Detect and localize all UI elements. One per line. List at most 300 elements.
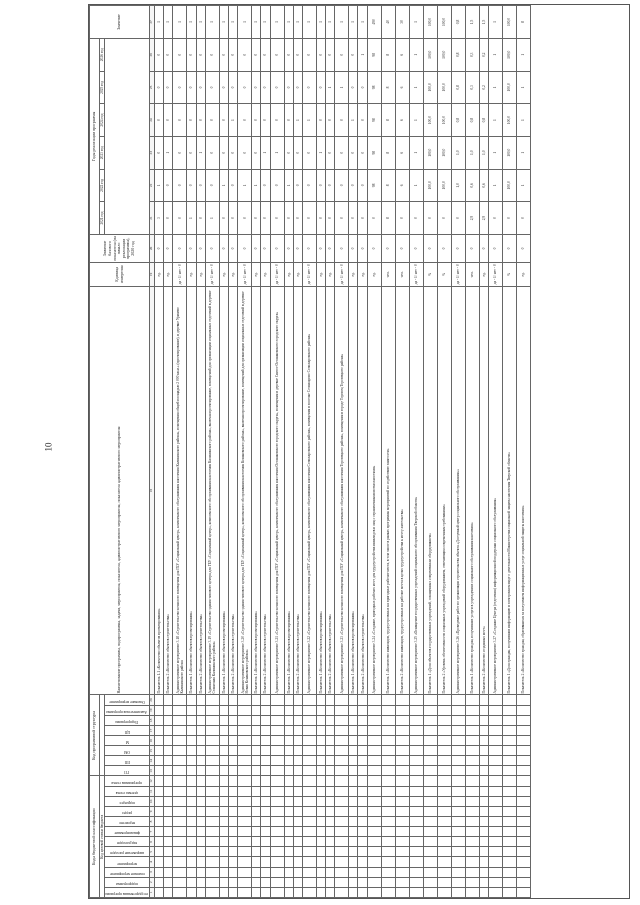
row-year-value-cell: 8 bbox=[381, 38, 395, 71]
code-cell bbox=[465, 776, 479, 786]
row-year-value-cell: 8 bbox=[381, 169, 395, 202]
row-year-value-cell: 0 bbox=[187, 169, 196, 202]
code-cell bbox=[367, 766, 381, 776]
code-cell bbox=[488, 887, 502, 897]
row-base-cell: 0 bbox=[316, 234, 325, 262]
row-year-value-cell: 0 bbox=[164, 71, 173, 104]
table-row bbox=[465, 6, 479, 898]
code-cell bbox=[270, 847, 284, 857]
row-base-cell: 0 bbox=[293, 234, 302, 262]
code-cell bbox=[437, 796, 451, 806]
code-cell bbox=[335, 725, 349, 735]
code-cell bbox=[173, 725, 187, 735]
row-year-value-cell: 1 bbox=[349, 104, 358, 137]
row-unit-cell: чел. bbox=[395, 263, 409, 287]
code-cell bbox=[326, 756, 335, 766]
code-cell bbox=[252, 725, 261, 735]
code-cell bbox=[358, 877, 367, 887]
code-cell bbox=[488, 857, 502, 867]
row-year-value-cell: 0 bbox=[164, 38, 173, 71]
code-cell bbox=[335, 827, 349, 837]
code-cell bbox=[349, 857, 358, 867]
code-cell bbox=[173, 715, 187, 725]
code-cell bbox=[349, 766, 358, 776]
code-cell bbox=[284, 786, 293, 796]
code-cell bbox=[261, 746, 270, 756]
row-year-value-cell: 6 bbox=[395, 38, 409, 71]
row-final-value-cell: 1 bbox=[196, 6, 205, 39]
code-cell bbox=[316, 847, 325, 857]
code-cell bbox=[205, 857, 219, 867]
code-cell bbox=[326, 705, 335, 715]
row-year-value-cell: 100,0 bbox=[502, 136, 516, 169]
program-structure-subcolumn-header bbox=[105, 705, 150, 715]
column-number-cell: 6 bbox=[150, 837, 155, 847]
code-cell bbox=[502, 827, 516, 837]
code-cell bbox=[349, 695, 358, 705]
code-cell bbox=[238, 776, 252, 786]
row-year-value-cell: 0 bbox=[196, 104, 205, 137]
program-structure-subcolumn-label: Аналитическая программа bbox=[106, 709, 148, 714]
row-year-value-cell: 1 bbox=[488, 104, 502, 137]
code-cell bbox=[423, 817, 437, 827]
code-cell bbox=[284, 827, 293, 837]
code-cell bbox=[451, 817, 465, 827]
code-cell bbox=[164, 705, 173, 715]
row-name-cell: Административное мероприятие 3.21 «Строительство нежилого помещения для ГБУ «Социальный центр», комплексного обслуживания населения Осташковского городского округа», помещения в деревне Святое Осташковского городского округа» bbox=[270, 286, 284, 695]
code-cell bbox=[219, 837, 228, 847]
code-cell bbox=[488, 786, 502, 796]
column-number-cell: 26 bbox=[150, 38, 155, 71]
row-year-value-cell: 0 bbox=[293, 136, 302, 169]
code-cell bbox=[261, 806, 270, 816]
code-cell bbox=[196, 695, 205, 705]
code-cell bbox=[173, 736, 187, 746]
code-cell bbox=[502, 796, 516, 806]
row-year-value-cell: 6 bbox=[395, 104, 409, 137]
row-year-value-cell: 98 bbox=[367, 136, 381, 169]
row-name-cell: Показатель 1.1 «Количество объектов проектирования» bbox=[155, 286, 164, 695]
code-cell bbox=[326, 796, 335, 806]
code-cell bbox=[261, 756, 270, 766]
code-cell bbox=[164, 725, 173, 735]
row-final-value-cell: 1 bbox=[187, 6, 196, 39]
code-cell bbox=[238, 877, 252, 887]
program-structure-subcolumn-header bbox=[105, 725, 150, 735]
code-cell bbox=[187, 756, 196, 766]
code-cell bbox=[261, 736, 270, 746]
code-cell bbox=[488, 817, 502, 827]
code-cell bbox=[479, 867, 488, 877]
code-cell bbox=[302, 746, 316, 756]
row-year-value-cell: 0 bbox=[358, 169, 367, 202]
column-number-cell: 4 bbox=[150, 857, 155, 867]
code-cell bbox=[395, 837, 409, 847]
table-row bbox=[488, 6, 502, 898]
code-cell bbox=[270, 715, 284, 725]
row-year-value-cell: 1 bbox=[516, 71, 530, 104]
code-cell bbox=[316, 705, 325, 715]
row-year-value-cell: 1 bbox=[516, 136, 530, 169]
code-cell bbox=[284, 695, 293, 705]
row-year-value-cell: 0 bbox=[326, 104, 335, 137]
code-cell bbox=[293, 857, 302, 867]
code-cell bbox=[228, 746, 237, 756]
code-cell bbox=[196, 847, 205, 857]
code-cell bbox=[465, 725, 479, 735]
code-cell bbox=[219, 776, 228, 786]
row-year-value-cell: 0 bbox=[196, 38, 205, 71]
code-cell bbox=[358, 736, 367, 746]
row-year-value-cell: 0 bbox=[196, 71, 205, 104]
code-cell bbox=[316, 786, 325, 796]
code-cell bbox=[238, 766, 252, 776]
code-cell bbox=[270, 756, 284, 766]
code-subcolumn-header bbox=[105, 806, 150, 816]
code-cell bbox=[284, 766, 293, 776]
column-number-cell: 15 bbox=[150, 746, 155, 756]
column-number-cell: 27 bbox=[150, 6, 155, 39]
row-year-value-cell: 0 bbox=[219, 38, 228, 71]
code-cell bbox=[187, 827, 196, 837]
code-cell bbox=[437, 857, 451, 867]
code-cell bbox=[270, 827, 284, 837]
code-cell bbox=[326, 867, 335, 877]
code-cell bbox=[381, 857, 395, 867]
code-cell bbox=[367, 857, 381, 867]
row-year-value-cell: 1 bbox=[293, 104, 302, 137]
row-year-value-cell: 0 bbox=[395, 202, 409, 235]
code-cell bbox=[479, 776, 488, 786]
code-cell bbox=[302, 837, 316, 847]
code-cell bbox=[219, 715, 228, 725]
code-cell bbox=[187, 837, 196, 847]
column-number-cell: 8 bbox=[150, 817, 155, 827]
code-cell bbox=[252, 705, 261, 715]
code-cell bbox=[228, 756, 237, 766]
code-cell bbox=[173, 887, 187, 897]
code-cell bbox=[155, 725, 164, 735]
row-base-cell: 0 bbox=[381, 234, 395, 262]
code-cell bbox=[261, 695, 270, 705]
row-name-cell: Административное мероприятие 3.23 «Строительство нежилого помещения для ГБУ «Социальный центр», комплексного обслуживания населения Торопецкого района», помещения в городе Торопец Торопецкого района» bbox=[335, 286, 349, 695]
row-year-value-cell: 1 bbox=[238, 169, 252, 202]
code-cell bbox=[465, 736, 479, 746]
code-cell bbox=[187, 776, 196, 786]
code-cell bbox=[326, 776, 335, 786]
code-cell bbox=[488, 847, 502, 857]
row-year-value-cell: 100,0 bbox=[437, 169, 451, 202]
code-cell bbox=[349, 817, 358, 827]
column-number-cell: 14 bbox=[150, 756, 155, 766]
code-cell bbox=[164, 756, 173, 766]
row-year-value-cell: 0 bbox=[270, 38, 284, 71]
row-name-cell: Административное мероприятие 3.18 «Строительство нежилого помещения для ГБУ «Социальный центр», комплексного обслуживания населения Калининского района», помещения общей площадью 2 000 кв.м.» (проектирование), в деревне Урмаево Калининского района bbox=[173, 286, 187, 695]
row-year-value-cell: 0 bbox=[252, 136, 261, 169]
code-cell bbox=[284, 776, 293, 786]
code-cell bbox=[316, 725, 325, 735]
code-cell bbox=[409, 837, 423, 847]
row-year-value-cell: 0 bbox=[270, 202, 284, 235]
code-cell bbox=[479, 847, 488, 857]
code-cell bbox=[423, 806, 437, 816]
code-cell bbox=[423, 887, 437, 897]
code-cell bbox=[219, 817, 228, 827]
code-cell bbox=[381, 786, 395, 796]
row-year-value-cell: 8 bbox=[381, 202, 395, 235]
column-number-cell: 17 bbox=[150, 725, 155, 735]
code-cell bbox=[196, 867, 205, 877]
code-cell bbox=[502, 695, 516, 705]
code-cell bbox=[335, 817, 349, 827]
code-cell bbox=[381, 695, 395, 705]
row-year-value-cell: 0 bbox=[238, 71, 252, 104]
table-row bbox=[516, 6, 530, 898]
code-cell bbox=[270, 736, 284, 746]
code-cell bbox=[261, 766, 270, 776]
code-subcolumn-header bbox=[105, 827, 150, 837]
code-cell bbox=[187, 746, 196, 756]
code-cell bbox=[451, 877, 465, 887]
code-cell bbox=[409, 847, 423, 857]
code-cell bbox=[219, 857, 228, 867]
code-cell bbox=[349, 715, 358, 725]
row-year-value-cell: 0 bbox=[316, 38, 325, 71]
code-cell bbox=[516, 817, 530, 827]
code-cell bbox=[252, 695, 261, 705]
code-cell bbox=[173, 776, 187, 786]
program-structure-subcolumn-label: ОМ bbox=[124, 750, 131, 755]
code-cell bbox=[252, 817, 261, 827]
code-cell bbox=[465, 746, 479, 756]
code-cell bbox=[196, 776, 205, 786]
code-subcolumn-header bbox=[105, 887, 150, 897]
row-year-value-cell: 0 bbox=[293, 169, 302, 202]
code-cell bbox=[293, 776, 302, 786]
code-cell bbox=[349, 786, 358, 796]
code-cell bbox=[479, 887, 488, 897]
row-year-value-cell: 1,0 bbox=[465, 136, 479, 169]
row-name-cell: Показатель 1 «Количество объектов проектирования» bbox=[284, 286, 293, 695]
code-subcolumn-label: направление расходов bbox=[110, 851, 145, 856]
row-year-value-cell: 100,0 bbox=[437, 71, 451, 104]
code-cell bbox=[316, 817, 325, 827]
row-unit-cell: да - 1/ нет - 0 bbox=[270, 263, 284, 287]
column-number-cell: 25 bbox=[150, 71, 155, 104]
column-number-cell: 7 bbox=[150, 827, 155, 837]
code-cell bbox=[409, 725, 423, 735]
row-unit-cell: да - 1/ нет - 0 bbox=[302, 263, 316, 287]
row-year-value-cell: 1 bbox=[164, 136, 173, 169]
code-cell bbox=[395, 827, 409, 837]
code-cell bbox=[284, 857, 293, 867]
row-year-value-cell: 0 bbox=[270, 169, 284, 202]
code-cell bbox=[238, 847, 252, 857]
code-cell bbox=[228, 796, 237, 806]
table-row bbox=[293, 6, 302, 898]
code-cell bbox=[367, 867, 381, 877]
row-base-cell: 0 bbox=[409, 234, 423, 262]
row-year-value-cell: 0 bbox=[302, 71, 316, 104]
code-cell bbox=[302, 827, 316, 837]
code-cell bbox=[451, 715, 465, 725]
code-cell bbox=[395, 715, 409, 725]
row-year-value-cell: 8 bbox=[381, 136, 395, 169]
row-base-cell: 0 bbox=[423, 234, 437, 262]
row-unit-cell: ед. bbox=[349, 263, 358, 287]
row-name-cell: Показатель 2 «Уровень обеспеченности социальных учреждений оборудованием, отвечающим современным требованиям» bbox=[437, 286, 451, 695]
row-final-value-cell: 1 bbox=[302, 6, 316, 39]
row-name-cell: Административное мероприятие 3.27 «Создание Центра (отделения) информационной поддержки социального обслуживания» bbox=[488, 286, 502, 695]
code-cell bbox=[488, 725, 502, 735]
row-year-value-cell: 100,0 bbox=[437, 136, 451, 169]
row-base-cell: 0 bbox=[187, 234, 196, 262]
row-unit-cell: ед. bbox=[326, 263, 335, 287]
program-structure-subcolumn-label: ГП bbox=[124, 770, 130, 775]
code-cell bbox=[205, 806, 219, 816]
code-subcolumn-label: целевая статья bbox=[115, 790, 139, 795]
code-cell bbox=[326, 887, 335, 897]
code-cell bbox=[270, 837, 284, 847]
code-cell bbox=[164, 867, 173, 877]
code-cell bbox=[187, 715, 196, 725]
code-cell bbox=[451, 766, 465, 776]
code-cell bbox=[358, 847, 367, 857]
code-cell bbox=[349, 867, 358, 877]
row-year-value-cell: 8 bbox=[381, 104, 395, 137]
row-unit-cell: ед. bbox=[261, 263, 270, 287]
code-cell bbox=[238, 857, 252, 867]
code-cell bbox=[395, 725, 409, 735]
code-cell bbox=[302, 867, 316, 877]
code-cell bbox=[358, 817, 367, 827]
code-cell bbox=[465, 877, 479, 887]
row-year-value-cell: 100,0 bbox=[502, 71, 516, 104]
code-cell bbox=[423, 847, 437, 857]
code-cell bbox=[173, 847, 187, 857]
code-cell bbox=[381, 817, 395, 827]
program-structure-subcolumn-header bbox=[105, 746, 150, 756]
row-year-value-cell: 0 bbox=[261, 38, 270, 71]
row-year-value-cell: 0 bbox=[173, 169, 187, 202]
code-cell bbox=[219, 877, 228, 887]
code-cell bbox=[270, 806, 284, 816]
code-cell bbox=[488, 806, 502, 816]
code-cell bbox=[219, 806, 228, 816]
code-cell bbox=[423, 736, 437, 746]
column-number-cell: 19 bbox=[150, 263, 155, 287]
code-cell bbox=[381, 756, 395, 766]
row-final-value-cell: 1 bbox=[228, 6, 237, 39]
code-cell bbox=[349, 887, 358, 897]
code-cell bbox=[437, 877, 451, 887]
code-cell bbox=[205, 715, 219, 725]
code-cell bbox=[502, 736, 516, 746]
row-unit-cell: ед. bbox=[516, 263, 530, 287]
code-cell bbox=[261, 857, 270, 867]
code-cell bbox=[238, 887, 252, 897]
code-cell bbox=[479, 796, 488, 806]
code-cell bbox=[437, 786, 451, 796]
code-cell bbox=[326, 746, 335, 756]
row-year-value-cell: 100,0 bbox=[423, 104, 437, 137]
code-cell bbox=[335, 887, 349, 897]
code-cell bbox=[451, 857, 465, 867]
column-number-cell: 22 bbox=[150, 169, 155, 202]
code-cell bbox=[293, 806, 302, 816]
code-cell bbox=[205, 796, 219, 806]
code-cell bbox=[395, 746, 409, 756]
code-cell bbox=[284, 867, 293, 877]
row-year-value-cell: 1 bbox=[187, 202, 196, 235]
code-cell bbox=[187, 695, 196, 705]
code-cell bbox=[155, 715, 164, 725]
row-year-value-cell: 1 bbox=[228, 104, 237, 137]
program-structure-subcolumn-label: М bbox=[125, 740, 129, 745]
code-cell bbox=[502, 756, 516, 766]
row-year-value-cell: 0,8 bbox=[451, 38, 465, 71]
code-cell bbox=[516, 766, 530, 776]
code-cell bbox=[196, 877, 205, 887]
row-year-value-cell: 0 bbox=[164, 169, 173, 202]
table-row bbox=[270, 6, 284, 898]
code-cell bbox=[284, 746, 293, 756]
code-cell bbox=[358, 857, 367, 867]
column-number-cell: 1 bbox=[150, 887, 155, 897]
code-cell bbox=[409, 695, 423, 705]
row-name-cell: Административное мероприятие 3.19 «Строительство здания типового центра для ГБУ «Социальный центр», комплексного обслуживания населения Калининского района», включая проектирование, помещений для организации социальных отделений в деревне Станичная Калининского района» bbox=[205, 286, 219, 695]
row-base-cell: 0 bbox=[252, 234, 261, 262]
code-cell bbox=[164, 776, 173, 786]
code-cell bbox=[516, 786, 530, 796]
row-year-value-cell: 0 bbox=[358, 136, 367, 169]
code-cell bbox=[219, 786, 228, 796]
row-final-value-cell: 100,0 bbox=[437, 6, 451, 39]
code-cell bbox=[302, 776, 316, 786]
code-cell bbox=[284, 837, 293, 847]
code-cell bbox=[437, 837, 451, 847]
code-cell bbox=[173, 857, 187, 867]
code-cell bbox=[196, 705, 205, 715]
code-cell bbox=[381, 766, 395, 776]
code-cell bbox=[302, 877, 316, 887]
code-cell bbox=[367, 746, 381, 756]
table-row bbox=[261, 6, 270, 898]
code-cell bbox=[409, 776, 423, 786]
table-row bbox=[196, 6, 205, 898]
code-cell bbox=[196, 817, 205, 827]
code-cell bbox=[367, 756, 381, 766]
code-cell bbox=[516, 725, 530, 735]
row-base-cell: 0 bbox=[284, 234, 293, 262]
code-cell bbox=[367, 827, 381, 837]
column-number-cell: 20 bbox=[150, 234, 155, 262]
row-year-value-cell: 0 bbox=[358, 71, 367, 104]
code-cell bbox=[395, 736, 409, 746]
code-cell bbox=[395, 786, 409, 796]
row-unit-cell: ед. bbox=[252, 263, 261, 287]
row-name-cell: Показатель 1 «Количество объектов проектирования» bbox=[252, 286, 261, 695]
code-cell bbox=[270, 776, 284, 786]
code-cell bbox=[358, 756, 367, 766]
row-year-value-cell: 0 bbox=[238, 136, 252, 169]
row-final-value-cell: 1 bbox=[409, 6, 423, 39]
code-cell bbox=[479, 756, 488, 766]
row-year-value-cell: 1 bbox=[409, 38, 423, 71]
code-cell bbox=[437, 887, 451, 897]
code-subcolumn-header bbox=[105, 786, 150, 796]
code-cell bbox=[335, 806, 349, 816]
